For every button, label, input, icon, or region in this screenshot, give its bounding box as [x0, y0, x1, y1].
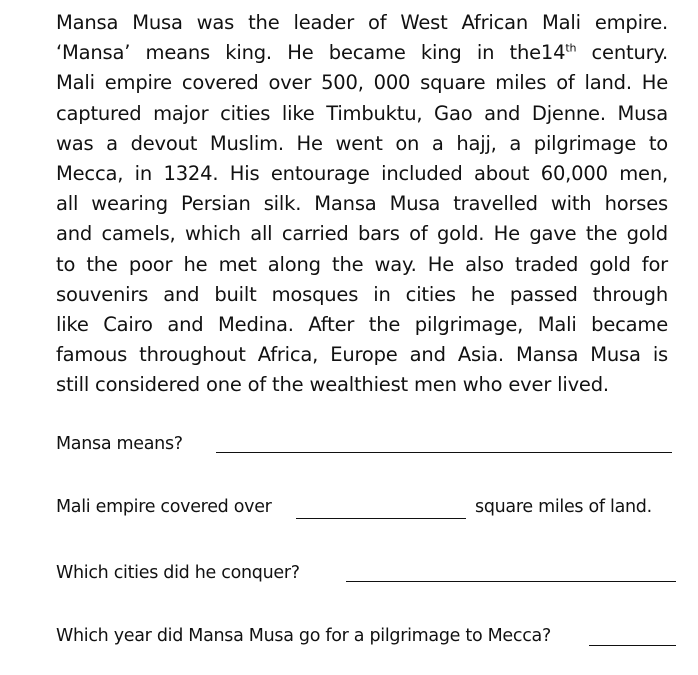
passage-line: famous throughout Africa, Europe and Asia. Mansa Musa is: [56, 343, 668, 367]
question-3-label: Which cities did he conquer?: [56, 563, 300, 583]
question-4-label: Which year did Mansa Musa go for a pilgrimage to Mecca?: [56, 626, 551, 646]
passage-line: all wearing Persian silk. Mansa Musa travelled with horses: [56, 192, 668, 216]
passage-line: Mansa Musa was the leader of West African Mali empire.: [56, 11, 668, 34]
question-1-label: Mansa means?: [56, 434, 183, 454]
passage-line: Mali empire covered over 500, 000 square miles of land. He: [56, 71, 668, 95]
question-1-answer-blank[interactable]: [216, 452, 672, 453]
passage-line: like Cairo and Medina. After the pilgrimage, Mali became: [56, 313, 668, 337]
passage-line: captured major cities like Timbuktu, Gao and Djenne. Musa: [56, 101, 668, 125]
question-2-label: Mali empire covered over: [56, 497, 272, 517]
question-2-suffix: square miles of land.: [475, 497, 652, 517]
passage-line: was a devout Muslim. He went on a hajj, a pilgrimage to: [56, 131, 668, 155]
passage-line: souvenirs and built mosques in cities he passed through: [56, 282, 668, 306]
question-3-answer-blank[interactable]: [346, 581, 676, 582]
passage-line: to the poor he met along the way. He also traded gold for: [56, 252, 668, 276]
passage-line: Mecca, in 1324. His entourage included about 60,000 men,: [56, 162, 668, 186]
passage-line: ‘Mansa’ means king. He became king in the14th century.: [56, 41, 668, 65]
passage-line: still considered one of the wealthiest men who ever lived.: [56, 373, 609, 397]
passage-line: and camels, which all carried bars of gold. He gave the gold: [56, 222, 668, 246]
reading-passage: [56, 8, 668, 401]
question-4-answer-blank[interactable]: [589, 645, 676, 646]
question-2-answer-blank[interactable]: [296, 518, 466, 519]
